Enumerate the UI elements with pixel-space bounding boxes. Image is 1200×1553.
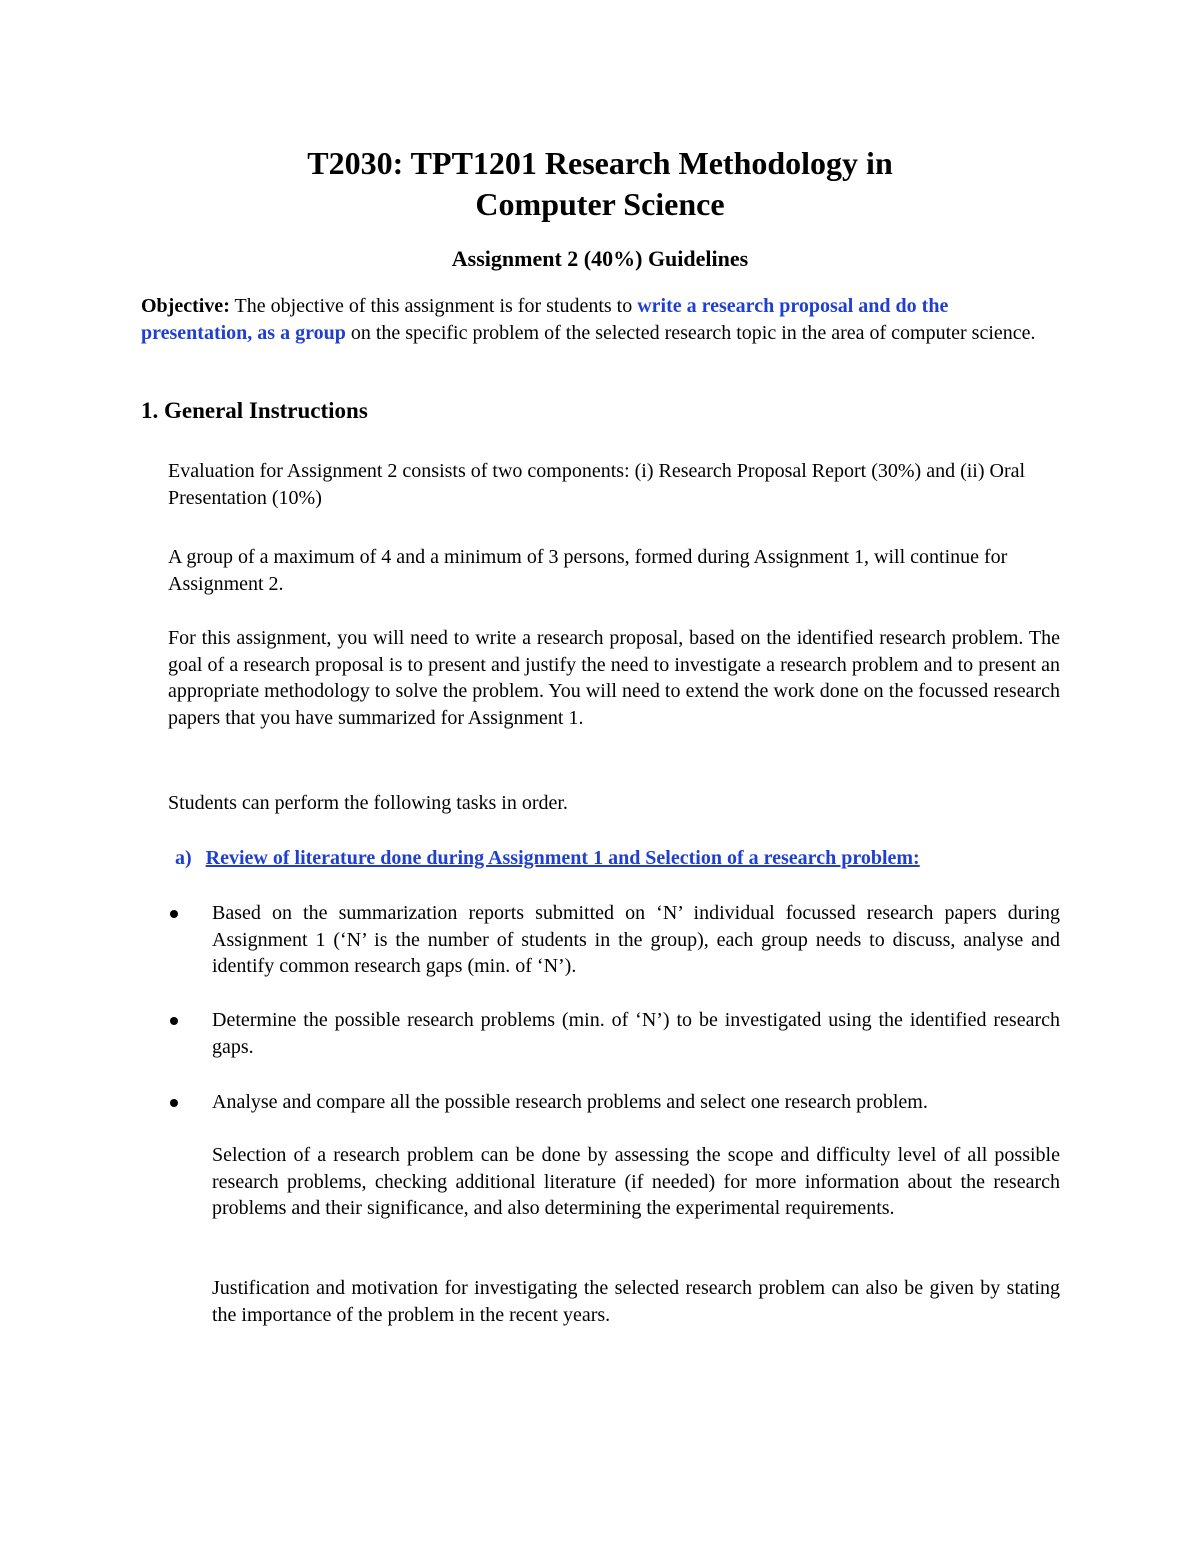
paragraph-selection-criteria: Selection of a research problem can be done by assessing the scope and difficulty level of all possible research problems, checking additional literature (if needed) for more information about the research problems and their significance, and also determining the experimental requirements. [212,1144,1060,1219]
section-heading-general-instructions: 1. General Instructions [141,398,368,423]
document-title-line1: T2030: TPT1201 Research Methodology in [307,145,893,181]
document-title-line2: Computer Science [475,186,725,222]
objective-text-after: on the specific problem of the selected research topic in the area of computer science. [345,321,1036,344]
objective-text-before: The objective of this assignment is for students to [229,295,638,317]
paragraph-evaluation: Evaluation for Assignment 2 consists of two components: (i) Research Proposal Report (30%) and (ii) Oral Presentation (10%) [168,460,1026,509]
paragraph-group-size: A group of a maximum of 4 and a minimum of 3 persons, formed during Assignment 1, will continue for Assignment 2. [168,546,1008,595]
task-a-heading [175,845,920,871]
document-subtitle: Assignment 2 (40%) Guidelines [451,246,749,271]
objective-paragraph [141,293,1059,346]
bullet-icon [170,1099,178,1107]
paragraph-justification: Justification and motivation for investigating the selected research problem can also be given by stating the importance of the problem in the recent years. [212,1277,1060,1326]
task-a-marker: a) [175,847,192,869]
bullet-text: Based on the summarization reports submitted on ‘N’ individual focussed research papers during Assignment 1 (‘N’ is the number of students in the group), each group needs to discuss, analyse and identify common research gaps (min. of ‘N’). [212,902,1060,977]
bullet-text: Analyse and compare all the possible research problems and select one research problem. [212,1091,928,1113]
paragraph-tasks-intro: Students can perform the following tasks in order. [168,792,568,814]
objective-label: Objective: [141,295,230,317]
bullet-icon [170,1017,178,1025]
task-a-label: Review of literature done during Assignment 1 and Selection of a research problem: [205,847,920,869]
paragraph-proposal-goal: For this assignment, you will need to write a research proposal, based on the identified research problem. The goal of a research proposal is to present and justify the need to investigate a research problem and to present an appropriate methodology to solve the problem. You will need to extend the work done on the focussed research papers that you have summarized for Assignment 1. [168,627,1060,729]
objective-highlight: write a research proposal and do the presentation, as a group [141,295,949,344]
bullet-icon [170,910,178,918]
bullet-text: Determine the possible research problems (min. of ‘N’) to be investigated using the identified research gaps. [212,1009,1060,1058]
